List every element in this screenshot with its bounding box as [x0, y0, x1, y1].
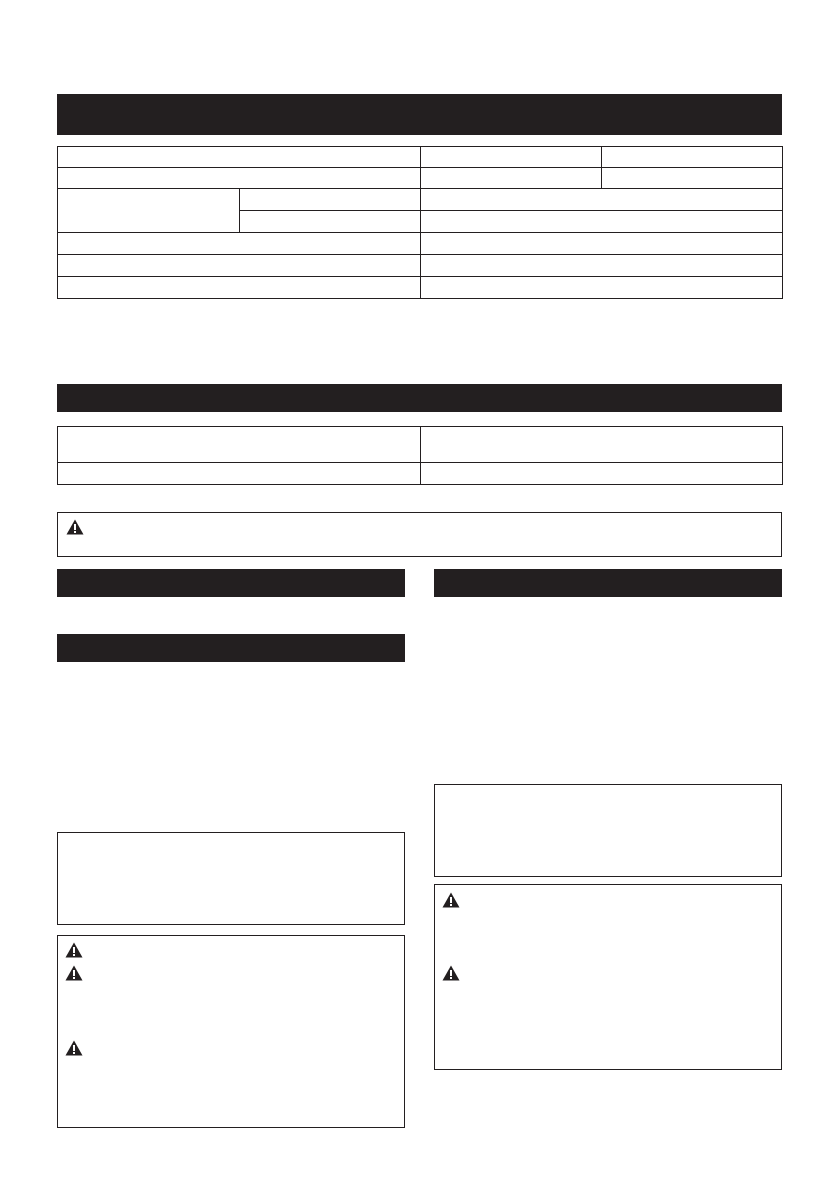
warning-triangle-icon: [442, 892, 460, 908]
right-heading-bar-1: [434, 569, 782, 597]
left-note-box: [57, 832, 405, 925]
right-note-box: [434, 784, 782, 877]
left-heading-bar-2: [57, 634, 405, 662]
warning-notice-box: [57, 512, 782, 557]
warning-triangle-icon: [65, 942, 83, 958]
table-rule: [420, 426, 421, 485]
table-rule: [57, 426, 58, 485]
table-rule: [782, 426, 783, 485]
warning-triangle-icon: [65, 1040, 83, 1056]
battery-table: [57, 426, 783, 485]
warning-triangle-icon: [65, 965, 83, 981]
table-rule: [57, 146, 58, 299]
table-rule: [782, 146, 783, 299]
battery-heading-bar: [57, 384, 782, 412]
table-rule: [601, 146, 602, 189]
left-heading-bar-1: [57, 569, 405, 597]
table-rule: [239, 188, 240, 233]
right-warning-box: [434, 884, 782, 1070]
table-rule: [420, 146, 421, 299]
specifications-heading-bar: [57, 94, 782, 135]
left-warning-box: [57, 935, 405, 1128]
specifications-table: [57, 146, 783, 299]
warning-triangle-icon: [442, 965, 460, 981]
table-rule: [239, 210, 783, 211]
warning-triangle-icon: [66, 519, 84, 535]
